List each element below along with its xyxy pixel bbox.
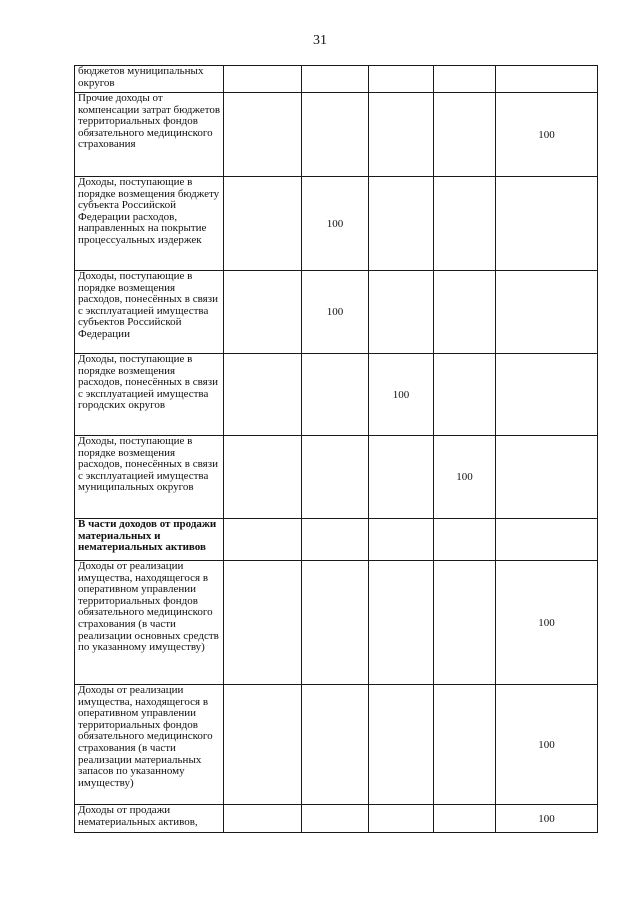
revenue-distribution-table [74,65,598,833]
table-row [75,66,598,93]
row-description: Прочие доходы от компенсации затрат бюджетов территориальных фондов обязательного медицинского страхования [75,93,224,177]
value-cell [434,561,496,685]
value-cell [434,93,496,177]
row-description: Доходы от реализации имущества, находящегося в оперативном управлении территориальных фондов обязательного медицинского страхования (в части реализации основных средств по указанному имуществу) [75,561,224,685]
value-cell: 100 [496,805,598,833]
value-cell [434,685,496,805]
value-cell [224,354,302,436]
value-cell [302,805,369,833]
table-row [75,436,598,519]
row-description: Доходы, поступающие в порядке возмещения расходов, понесённых в связи с эксплуатацией имущества субъектов Российской Федерации [75,271,224,354]
value-cell [434,354,496,436]
table-row [75,561,598,685]
value-cell [224,93,302,177]
value-cell [224,685,302,805]
value-cell [496,271,598,354]
value-cell [369,685,434,805]
page-number: 31 [313,33,327,48]
value-cell [496,66,598,93]
row-description: бюджетов муниципальных округов [75,66,224,93]
value-cell [224,66,302,93]
value-cell [302,66,369,93]
value-cell [224,271,302,354]
table-row [75,805,598,833]
value-cell [302,354,369,436]
value-cell [496,354,598,436]
value-cell [369,177,434,271]
value-cell [434,519,496,561]
value-cell [369,805,434,833]
table-row [75,354,598,436]
table-row [75,685,598,805]
value-cell [369,93,434,177]
value-cell [224,561,302,685]
value-cell [302,561,369,685]
value-cell [496,436,598,519]
value-cell: 100 [496,685,598,805]
value-cell [369,561,434,685]
table-row [75,519,598,561]
value-cell [302,685,369,805]
value-cell [434,66,496,93]
value-cell [496,177,598,271]
value-cell [224,519,302,561]
value-cell [369,519,434,561]
row-description: В части доходов от продажи материальных и нематериальных активов [75,519,224,561]
value-cell: 100 [496,93,598,177]
value-cell: 100 [302,177,369,271]
value-cell [434,271,496,354]
value-cell: 100 [496,561,598,685]
value-cell [224,436,302,519]
table-row [75,271,598,354]
table-row [75,177,598,271]
value-cell [224,177,302,271]
value-cell: 100 [302,271,369,354]
value-cell [496,519,598,561]
value-cell [369,436,434,519]
table-row [75,93,598,177]
value-cell [224,805,302,833]
value-cell [369,271,434,354]
value-cell [302,93,369,177]
value-cell: 100 [434,436,496,519]
row-description: Доходы от реализации имущества, находящегося в оперативном управлении территориальных фондов обязательного медицинского страхования (в части реализации материальных запасов по указанному имуществу) [75,685,224,805]
row-description: Доходы от продажи нематериальных активов, [75,805,224,833]
value-cell [302,436,369,519]
row-description: Доходы, поступающие в порядке возмещения расходов, понесённых в связи с эксплуатацией имущества муниципальных округов [75,436,224,519]
value-cell [302,519,369,561]
row-description: Доходы, поступающие в порядке возмещения расходов, понесённых в связи с эксплуатацией имущества городских округов [75,354,224,436]
table-body [75,66,598,833]
value-cell [434,177,496,271]
row-description: Доходы, поступающие в порядке возмещения бюджету субъекта Российской Федерации расходов, направленных на покрытие процессуальных издержек [75,177,224,271]
value-cell: 100 [369,354,434,436]
value-cell [434,805,496,833]
value-cell [369,66,434,93]
